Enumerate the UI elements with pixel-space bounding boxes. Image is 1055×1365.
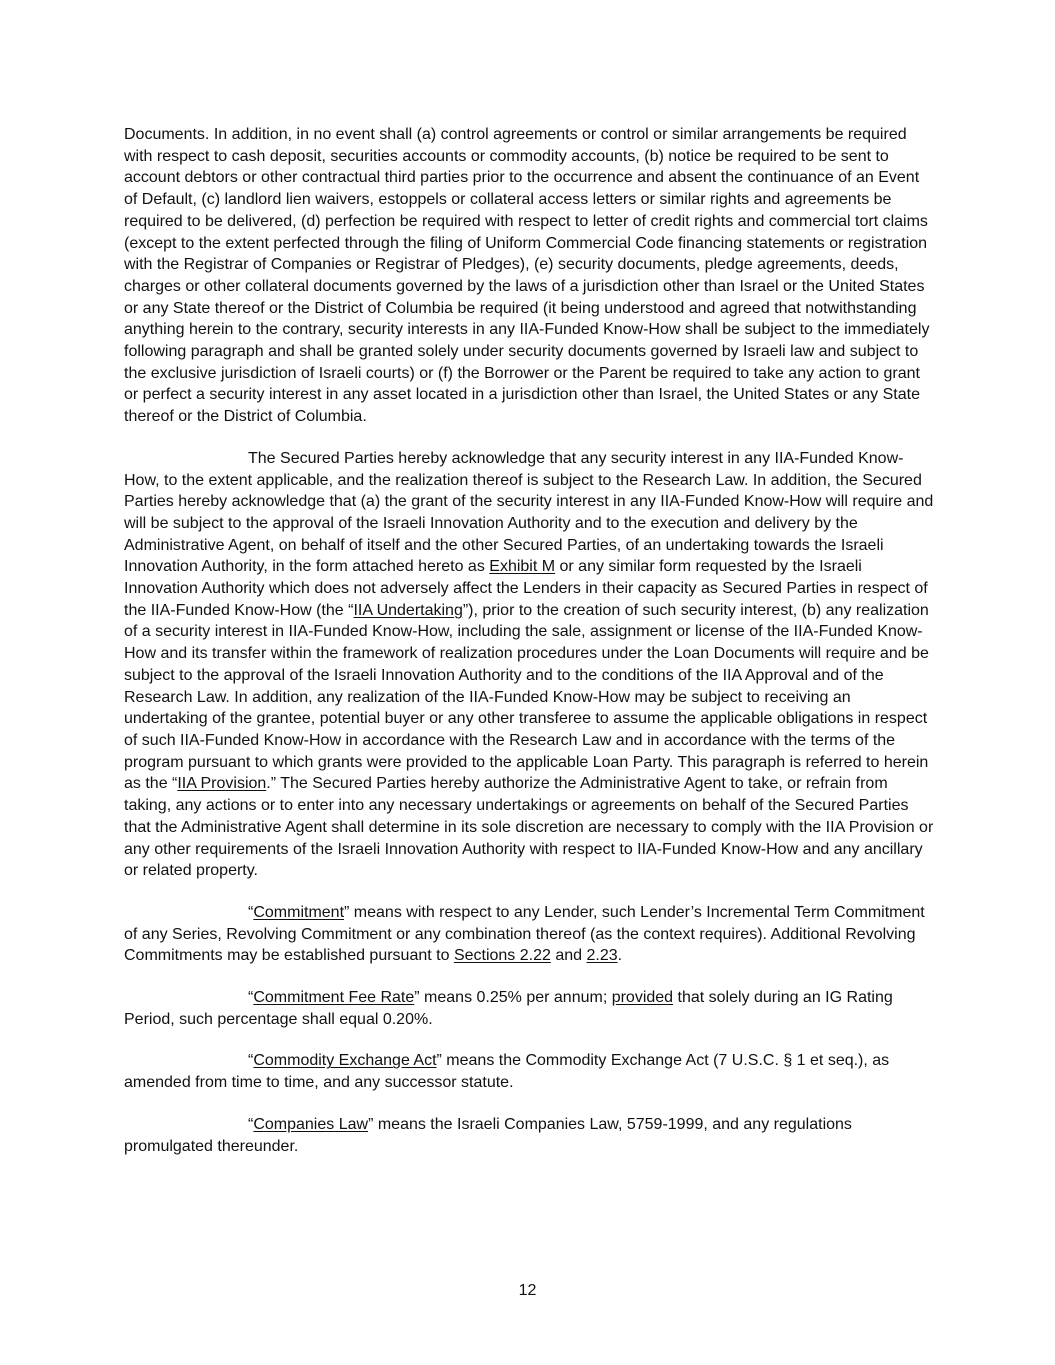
definition-companies-law	[124, 1114, 934, 1157]
page-number: 12	[518, 1282, 537, 1299]
open-quote: “	[248, 989, 254, 1007]
defined-term: Companies Law	[253, 1115, 369, 1133]
sections-2-22-link[interactable]: Sections 2.22	[453, 947, 551, 965]
defined-term: Commitment	[253, 903, 345, 921]
document-page	[124, 124, 934, 1177]
defined-term: Commitment Fee Rate	[253, 989, 415, 1007]
iia-provision-term: IIA Provision	[177, 775, 267, 793]
text-segment: that solely during an IG Rating Period, such percentage shall equal 0.20%.	[124, 989, 893, 1028]
paragraph-iia-provision	[124, 448, 934, 882]
text-segment: ” means 0.25% per annum;	[414, 989, 612, 1007]
text-segment: .” The Secured Parties hereby authorize the Administrative Agent to take, or refrain from taking, any actions or to enter into any necessary undertakings or agreements on behalf of the Secured Parties that the Administrative Agent shall determine in its sole discretion are necessary to comply with the IIA Provision or any other requirements of the Israeli Innovation Authority with respect to IIA-Funded Know-How and any ancillary or related property.	[124, 775, 934, 880]
text-segment: or any similar form requested by the Israeli Innovation Authority which does not adversely affect the Lenders in their capacity as Secured Parties in respect of the IIA-Funded Know-How (the “	[124, 558, 928, 619]
text-segment: ”), prior to the creation of such security interest, (b) any realization of a security interest in IIA-Funded Know-How, including the sale, assignment or license of the IIA-Funded Know-How and its transfer within the framework of realization procedures under the Loan Documents will require and be subject to the approval of the Israeli Innovation Authority and to the conditions of the IIA Approval and of the Research Law. In addition, any realization of the IIA-Funded Know-How may be subject to receiving an undertaking of the grantee, potential buyer or any other transferee to assume the applicable obligations in respect of such IIA-Funded Know-How in accordance with the Research Law and in accordance with the terms of the program pursuant to which grants were provided to the applicable Loan Party. This paragraph is referred to herein as the “	[124, 601, 929, 793]
text-segment: and	[550, 947, 587, 965]
definition-commitment	[124, 902, 934, 967]
defined-term: Commodity Exchange Act	[253, 1052, 437, 1070]
provided-term: provided	[611, 989, 674, 1007]
open-quote: “	[248, 1115, 254, 1133]
definition-commodity-exchange-act	[124, 1050, 934, 1093]
text-segment: .	[617, 947, 623, 965]
text-segment: ” means the Commodity Exchange Act (7 U.S.C. § 1 et seq.), as amended from time to time, and any successor statute.	[124, 1052, 890, 1092]
paragraph-documents: Documents. In addition, in no event shall (a) control agreements or control or similar arrangements be required with respect to cash deposit, securities accounts or commodity accounts, (b) notice be required to be sent to account debtors or other contractual third parties prior to the occurrence and absent the continuance of an Event of Default, (c) landlord lien waivers, estoppels or collateral access letters or similar rights and agreements be required to be delivered, (d) perfection be required with respect to letter of credit rights and commercial tort claims (except to the extent perfected through the filing of Uniform Commercial Code financing statements or registration with the Registrar of Companies or Registrar of Pledges), (e) security documents, pledge agreements, deeds, charges or other collateral documents governed by the laws of a jurisdiction other than Israel or the United States or any State thereof or the District of Columbia be required (it being understood and agreed that notwithstanding anything herein to the contrary, security interests in any IIA-Funded Know-How shall be subject to the immediately following paragraph and shall be granted solely under security documents governed by Israeli law and subject to the exclusive jurisdiction of Israeli courts) or (f) the Borrower or the Parent be required to take any action to grant or perfect a security interest in any asset located in a jurisdiction other than Israel, the United States or any State thereof or the District of Columbia.	[124, 126, 930, 426]
text-segment: The Secured Parties hereby acknowledge that any security interest in any IIA-Funded Know-How, to the extent applicable, and the realization thereof is subject to the Research Law. In addition, the Secured Parties hereby acknowledge that (a) the grant of the security interest in any IIA-Funded Know-How will require and will be subject to the approval of the Israeli Innovation Authority and to the execution and delivery by the Administrative Agent, on behalf of itself and the other Secured Parties, of an undertaking towards the Israeli Innovation Authority, in the form attached hereto as	[124, 449, 934, 576]
iia-undertaking-term: IIA Undertaking	[353, 601, 463, 619]
exhibit-m-link[interactable]: Exhibit M	[489, 558, 556, 576]
text-segment: ” means the Israeli Companies Law, 5759-1999, and any regulations promulgated thereunder.	[124, 1115, 852, 1155]
open-quote: “	[248, 903, 254, 921]
text-segment: ” means with respect to any Lender, such Lender’s Incremental Term Commitment of any Series, Revolving Commitment or any combination thereof (as the context requires). Additional Revolving Commitments may be established pursuant to	[124, 903, 925, 965]
open-quote: “	[248, 1052, 254, 1070]
definition-commitment-fee-rate	[124, 987, 934, 1030]
section-2-23-link[interactable]: 2.23	[586, 947, 618, 965]
